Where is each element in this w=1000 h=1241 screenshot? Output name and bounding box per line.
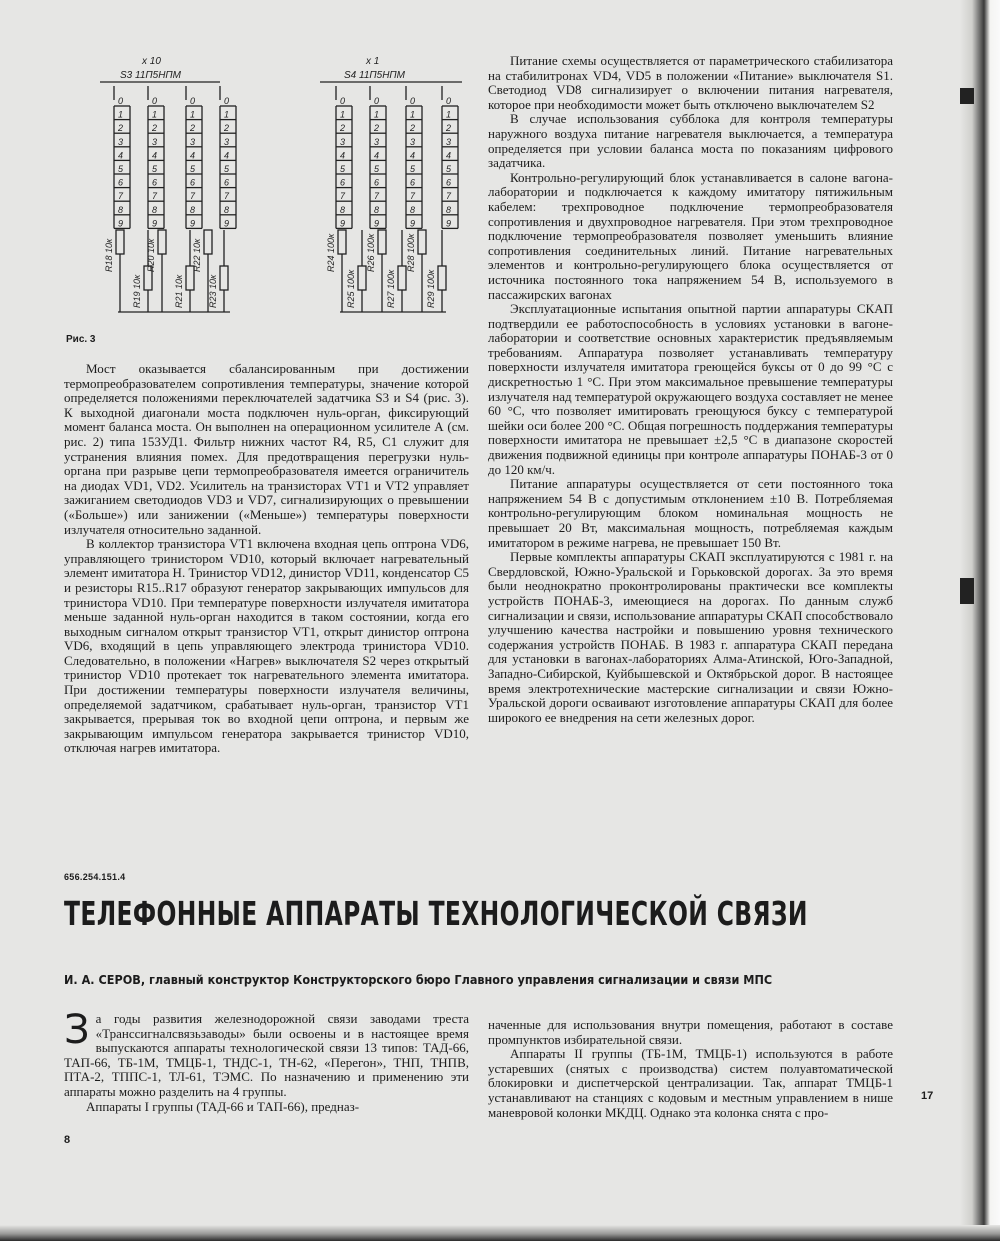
resistor: [116, 230, 124, 254]
position-number: 9: [340, 218, 346, 229]
position-number: 6: [374, 177, 380, 188]
position-number: 2: [190, 123, 196, 134]
position-number: 4: [340, 150, 346, 161]
position-number: 1: [224, 109, 230, 120]
position-number: 0: [410, 96, 416, 106]
position-number: 4: [190, 150, 196, 161]
position-number: 5: [340, 164, 346, 174]
position-number: 7: [190, 191, 196, 202]
resistor: [418, 230, 426, 254]
resistor: [158, 230, 166, 254]
figure-caption: Рис. 3: [66, 334, 96, 345]
position-number: 1: [190, 109, 196, 120]
position-number: 0: [224, 96, 230, 106]
paragraph: Аппараты II группы (ТБ-1М, ТМЦБ-1) используются в работе устаревших (снятых с производства) систем полуавтоматической блокировки и диспетчерской централизации. Так, аппарат ТМЦБ-1 устанавливают на станциях с кодовым и местным управлением в нише маневровой колонки МКДЦ. Однако эта колонка снята с про-: [488, 1046, 893, 1120]
switch-label: S4 11П5НПМ: [344, 70, 405, 81]
left-column: [64, 362, 469, 756]
resistor-label: R22 10к: [192, 238, 202, 272]
resistor-label: R28 100к: [406, 233, 416, 272]
position-number: 3: [190, 136, 196, 147]
resistor: [204, 230, 212, 254]
resistor-label: R18 10к: [104, 238, 114, 272]
position-number: 5: [118, 164, 124, 174]
position-number: 2: [152, 123, 158, 134]
position-number: 8: [340, 204, 346, 215]
position-number: 1: [410, 109, 416, 120]
position-number: 0: [190, 96, 196, 106]
paragraph: В случае использования субблока для контроля температуры наружного воздуха питание нагревателя выключается, а температура определяется при условии баланса моста по показаниям цифрового задатчика.: [488, 111, 893, 171]
switch-multiplier: x 10: [142, 56, 161, 67]
position-number: 3: [410, 136, 416, 147]
resistor: [398, 266, 406, 290]
paragraph: Мост оказывается сбалансированным при достижении термопреобразователем сопротивления температуры, значение которой определяется положениями переключателей задатчика S3 и S4 (рис. 3). К выходной диагонали моста подключен нуль-орган, фиксирующий момент баланса моста. Он выполнен на операционном усилителе А (см. рис. 2) типа 153УД1. Фильтр нижних частот R4, R5, C1 служит для устранения влияния помех. Для предотвращения перегрузки нуль-органа при разрыве цепи термопреобразователя имеется ограничитель на диодах VD1, VD2. Усилитель на транзисторах VT1 и VT2 управляет зажиганием светодиодов VD3 и VD7, сигнализирующих о превышении («Больше») или занижении («Меньше») температуры поверхности излучателя относительно заданной.: [64, 361, 469, 537]
position-number: 8: [190, 204, 196, 215]
position-number: 4: [410, 150, 416, 161]
resistor-label: R27 100к: [386, 269, 396, 308]
position-number: 1: [446, 109, 452, 120]
position-number: 9: [224, 218, 230, 229]
resistor: [438, 266, 446, 290]
position-number: 6: [446, 177, 452, 188]
position-number: 6: [152, 177, 158, 188]
position-number: 8: [152, 204, 158, 215]
resistor: [378, 230, 386, 254]
article-title: ТЕЛЕФОННЫЕ АППАРАТЫ ТЕХНОЛОГИЧЕСКОЙ СВЯЗИ: [64, 894, 808, 933]
position-number: 1: [340, 109, 346, 120]
resistor-label: R21 10к: [174, 274, 184, 308]
position-number: 7: [340, 191, 346, 202]
position-number: 9: [152, 218, 158, 229]
position-number: 2: [410, 123, 416, 134]
position-number: 3: [152, 136, 158, 147]
paragraph: наченные для использования внутри помещения, работают в составе промпунктов избирательной связи.: [488, 1017, 893, 1047]
position-number: 0: [152, 96, 158, 106]
article-left-column: [64, 1007, 469, 1114]
position-number: 6: [224, 177, 230, 188]
paragraph: Аппараты I группы (ТАД-66 и ТАП-66), предназ-: [86, 1098, 360, 1114]
position-number: 8: [446, 204, 452, 215]
position-number: 3: [374, 136, 380, 147]
position-number: 7: [446, 191, 452, 202]
position-number: 4: [224, 150, 230, 161]
position-number: 2: [374, 123, 380, 134]
position-number: 1: [374, 109, 380, 120]
position-number: 2: [118, 123, 124, 134]
position-number: 4: [118, 150, 124, 161]
resistor-label: R24 100к: [326, 233, 336, 272]
position-number: 3: [224, 136, 230, 147]
position-number: 3: [118, 136, 124, 147]
resistor: [220, 266, 228, 290]
article-right-column: [488, 1018, 893, 1120]
position-number: 5: [152, 164, 158, 174]
position-number: 7: [152, 191, 158, 202]
position-number: 8: [410, 204, 416, 215]
resistor-label: R25 100к: [346, 269, 356, 308]
switch-multiplier: x 1: [366, 56, 380, 67]
position-number: 6: [340, 177, 346, 188]
resistor-label: R29 100к: [426, 269, 436, 308]
position-number: 8: [374, 204, 380, 215]
paragraph: Эксплуатационные испытания опытной партии аппаратуры СКАП подтвердили ее работоспособность в условиях установки в вагоне-лаборатории и соответствие основных характеристик предъявляемым требованиям. Аппаратура позволяет устанавливать температуру поверхности излучателя имитатора греющейся буксы от 0 до 99 °С с дискретностью 1 °С. При этом максимальное превышение температуры излучателя над температурой окружающего воздуха составляет не менее 60 °С, что позволяет имитировать греющуюся буксу с температурой шейки оси более 200 °С. Общая погрешность поддержания температуры поверхности имитатора не превышает ±2,5 °С в диапазоне скоростей движения подвижной единицы при контроле аппаратуры ПОНАБ-3 от 0 до 120 км/ч.: [488, 301, 893, 477]
position-number: 5: [374, 164, 380, 174]
position-number: 9: [190, 218, 196, 229]
paragraph: Контрольно-регулирующий блок устанавливается в салоне вагона-лаборатории и подключается к каждому имитатору пятижильным кабелем: трехпроводное подключение термопреобразователя сопротивления и двухпроводное нагревателя. При этом трехпроводное подключение термопреобразователя позволяет уменьшить влияние сопротивления соединительных линий. Питание нагревательных элементов и контрольно-регулирующего блока осуществляется от источника постоянного тока напряжением 54 В, используемого в пассажирских вагонах: [488, 169, 893, 302]
paragraph: Питание аппаратуры осуществляется от сети постоянного тока напряжением 54 В с допустимым отклонением ±10 В. Потребляемая контрольно-регулирующим блоком номинальная мощность не превышает 20 Вт, максимальная мощность, потребляемая каждым имитатором в режиме нагрева, не превышает 150 Вт.: [488, 476, 893, 550]
udc-code: 656.254.151.4: [64, 872, 126, 882]
position-number: 7: [410, 191, 416, 202]
position-number: 4: [374, 150, 380, 161]
position-number: 4: [152, 150, 158, 161]
drop-cap: З: [64, 1007, 90, 1053]
switch-label: S3 11П5НПМ: [120, 70, 181, 81]
position-number: 0: [118, 96, 124, 106]
position-number: 9: [374, 218, 380, 229]
position-number: 4: [446, 150, 452, 161]
position-number: 5: [224, 164, 230, 174]
edge-mark: [960, 88, 974, 104]
resistor-label: R20 10к: [146, 238, 156, 272]
paragraph: [64, 1007, 469, 1100]
position-number: 9: [118, 218, 124, 229]
position-number: 0: [446, 96, 452, 106]
position-number: 3: [340, 136, 346, 147]
resistor: [338, 230, 346, 254]
position-number: 2: [446, 123, 452, 134]
paragraph-text: а годы развития железнодорожной связи заводами треста «Транссигналсвязьзаводы» были освоены и в настоящее время выпускаются аппараты технологической связи 13 типов: ТАД-66, ТАП-66, ТБ-1М, ТМЦБ-1, ТНДС-1, ТН-62, «Перегон», ТНП, ТНПВ, ПТА-2, ТППС-1, ТЛ-61, ТЭМС. По назначению и применению эти аппараты можно разделить на 4 группы.: [64, 1011, 469, 1099]
resistor-label: R23 10к: [208, 274, 218, 308]
bottom-edge: [0, 1225, 1000, 1241]
page-edge: [960, 0, 1000, 1241]
position-number: 0: [374, 96, 380, 106]
edge-mark: [960, 578, 974, 604]
paragraph: В коллектор транзистора VT1 включена входная цепь оптрона VD6, управляющего тринистором VD10, который включает нагревательный элемент имитатора Н. Тринистор VD12, динистор VD11, конденсатор С5 и резисторы R15..R17 образуют генератор закрывающих импульсов для тринистора VD10. При температуре поверхности излучателя имитатора меньше заданной нуль-орган находится в таком состоянии, когда его выходным сигналом открыт транзистор VT1, открыт динистор оптрона VD6, входящий в цепь управляющего электрода тринистора VD10. Следовательно, в положении «Нагрев» выключателя S2 через открытый тринистор VD10 протекает ток нагревательного элемента имитатора. При достижении температуры поверхности излучателя величины, определяемой задатчиком, срабатывает нуль-орган, транзистор VT1 закрывается, прерывая ток во входной цепи оптрона, и первым же закрывающим импульсом генератора закрывается тринистор VD10, отключая нагрев имитатора.: [64, 536, 469, 756]
position-number: 3: [446, 136, 452, 147]
position-number: 2: [340, 123, 346, 134]
position-number: 7: [118, 191, 124, 202]
position-number: 6: [410, 177, 416, 188]
resistor-label: R19 10к: [132, 274, 142, 308]
position-number: 1: [118, 109, 124, 120]
position-number: 1: [152, 109, 158, 120]
position-number: 5: [446, 164, 452, 174]
position-number: 5: [410, 164, 416, 174]
position-number: 5: [190, 164, 196, 174]
position-number: 7: [374, 191, 380, 202]
resistor: [358, 266, 366, 290]
position-number: 9: [410, 218, 416, 229]
paragraph: Питание схемы осуществляется от параметрического стабилизатора на стабилитронах VD4, VD5 в положении «Питание» выключателя S1. Светодиод VD8 сигнализирует о включении питания нагревателя, которое при необходимости может быть отключено выключателем S2: [488, 53, 893, 112]
page-number-right: 17: [921, 1090, 934, 1102]
position-number: 6: [118, 177, 124, 188]
position-number: 6: [190, 177, 196, 188]
paragraph: Первые комплекты аппаратуры СКАП эксплуатируются с 1981 г. на Свердловской, Южно-Уральской и Горьковской дорогах. За это время были неоднократно проконтролированы практически все комплекты устройств ПОНАБ-3, имеющиеся на дорогах. По данным служб сигнализации и связи, использование аппаратуры СКАП способствовало улучшению качества настройки и повышению уровня технического содержания устройств ПОНАБ. В 1983 г. аппаратура СКАП передана для установки в вагонах-лабораториях Алма-Атинской, Юго-Западной, Западно-Сибирской, Куйбышевской и Октябрьской дорог. В настоящее время электротехнические мастерские сигнализации и связи Южно-Уральской дороги осваивают изготовление аппаратуры СКАП для более широкого ее внедрения на сети железных дорог.: [488, 549, 893, 725]
right-column: [488, 54, 893, 725]
resistor-label: R26 100к: [366, 233, 376, 272]
position-number: 7: [224, 191, 230, 202]
article-author: И. А. СЕРОВ, главный конструктор Конструкторского бюро Главного управления сигнализации и связи МПС: [64, 972, 773, 987]
position-number: 9: [446, 218, 452, 229]
page-number-left: 8: [64, 1134, 71, 1146]
position-number: 8: [224, 204, 230, 215]
position-number: 0: [340, 96, 346, 106]
switch-schematic-figure: [100, 52, 475, 322]
position-number: 8: [118, 204, 124, 215]
position-number: 2: [224, 123, 230, 134]
